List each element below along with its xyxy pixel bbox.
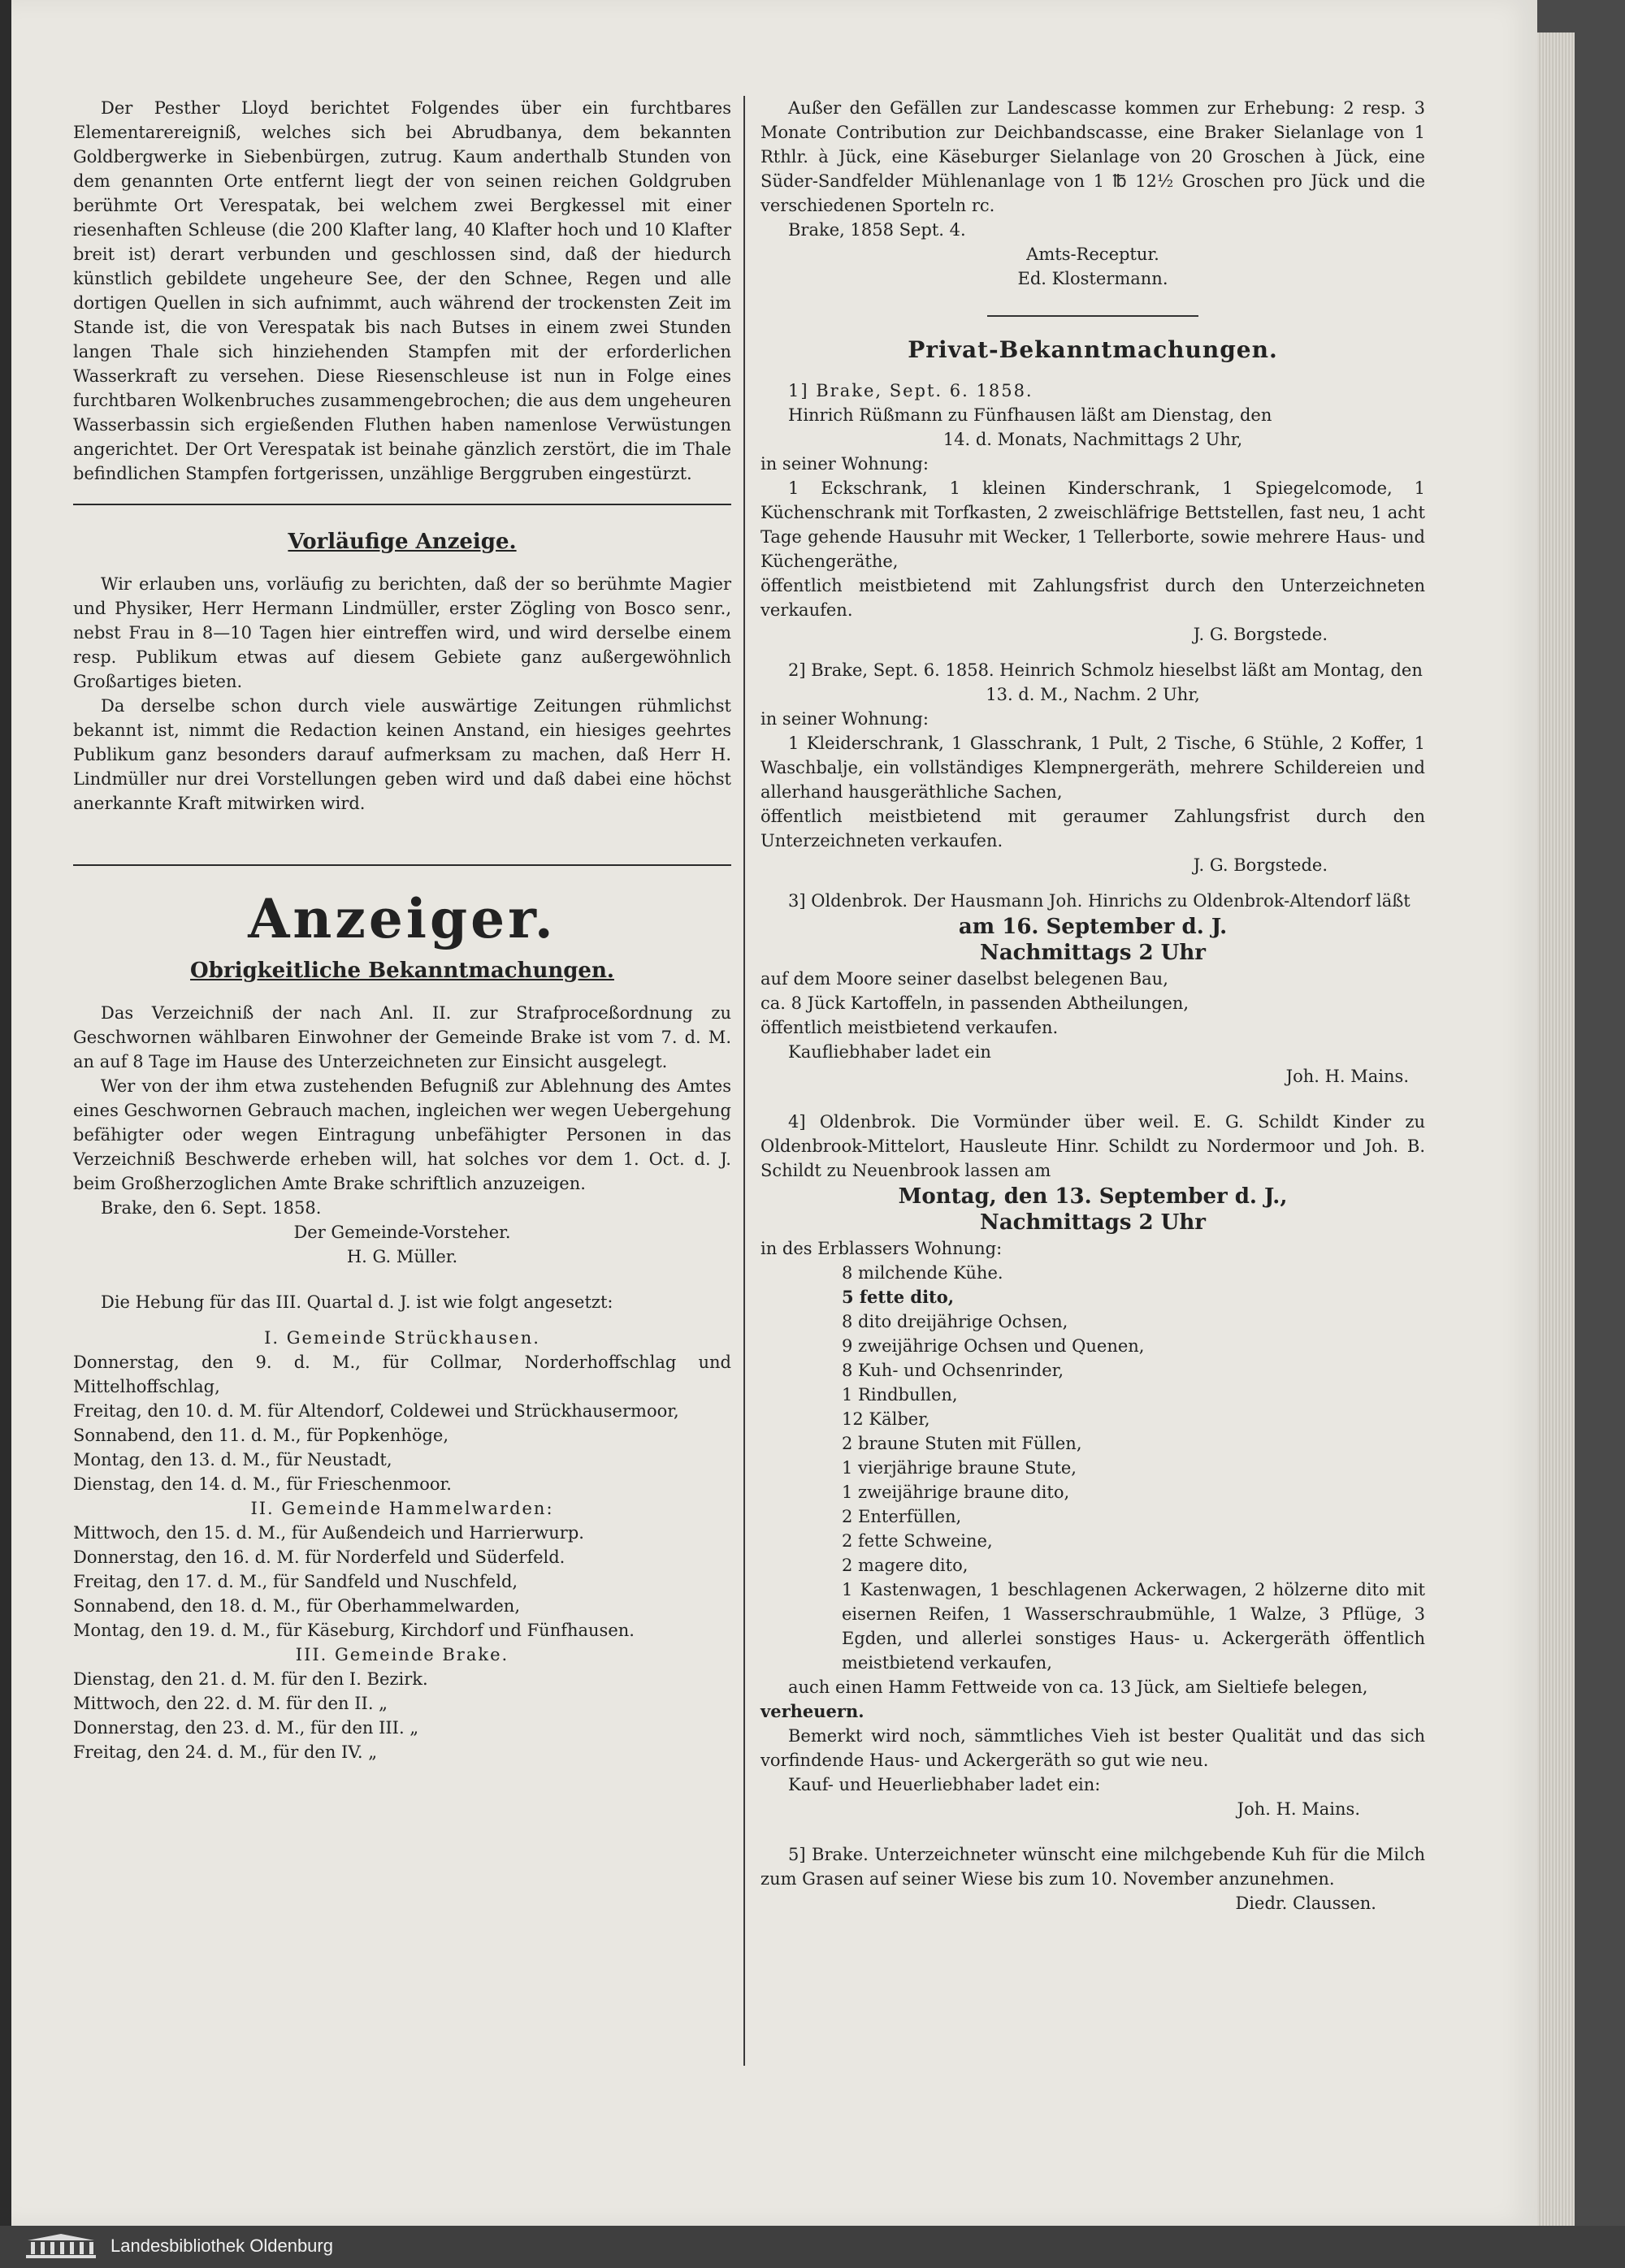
official-signature: H. G. Müller.	[346, 1247, 458, 1266]
ad-paragraph: 5] Brake. Unterzeichneter wünscht eine milchgebende Kuh für die Milch zum Grasen auf seiner Wiese bis zum 10. November anzunehmen.	[760, 1845, 1425, 1889]
list-item: 2 magere dito,	[842, 1556, 968, 1575]
ad-line: Kaufliebhaber ladet ein	[788, 1042, 991, 1062]
official-heading: Obrigkeitliche Bekanntmachungen.	[190, 959, 614, 983]
schedule-line: Donnerstag, den 23. d. M., für den III. „	[73, 1718, 419, 1738]
prelim-paragraph: Wir erlauben uns, vorläufig zu berichten, daß der so berühmte Magier und Physiker, Herr Hermann Lindmüller, erster Zögling von Bosco senr., nebst Frau in 8—10 Tagen hier eintreffen wird, und wird derselbe einem resp. Publikum etwas auf diesem Gebiete ganz außergewöhnlich Großartiges bieten.	[73, 574, 731, 691]
ad-body: öffentlich meistbietend mit geraumer Zahlungsfrist durch den Unterzeichneten verkaufen.	[760, 807, 1425, 850]
ad-line: Kauf- und Heuerliebhaber ladet ein:	[788, 1775, 1101, 1794]
levy-date: Brake, 1858 Sept. 4.	[788, 220, 966, 240]
divider	[73, 504, 731, 505]
ad-paragraph: 3] Oldenbrok. Der Hausmann Joh. Hinrichs zu Oldenbrok-Altendorf läßt	[788, 891, 1410, 911]
schedule-line: Donnerstag, den 16. d. M. für Norderfeld und Süderfeld.	[73, 1547, 566, 1567]
list-item: 5 fette dito,	[842, 1287, 955, 1307]
schedule-line: Montag, den 19. d. M., für Käseburg, Kirchdorf und Fünfhausen.	[73, 1621, 635, 1640]
schedule-line: Sonnabend, den 11. d. M., für Popkenhöge,	[73, 1426, 449, 1445]
ad-signature: Joh. H. Mains.	[1237, 1799, 1360, 1819]
schedule-line: Dienstag, den 14. d. M., für Frieschenmoor.	[73, 1474, 452, 1494]
list-item: 12 Kälber,	[842, 1409, 930, 1429]
schedule-line: Freitag, den 24. d. M., für den IV. „	[73, 1742, 378, 1762]
ad-line: auch einen Hamm Fettweide von ca. 13 Jück, am Sieltiefe belegen,	[788, 1677, 1368, 1697]
library-name: Landesbibliothek Oldenburg	[110, 2236, 333, 2256]
list-item: 2 Enterfüllen,	[842, 1507, 962, 1526]
ad-signature: Diedr. Claussen.	[1235, 1894, 1376, 1913]
ad-line: Hinrich Rüßmann zu Fünfhausen läßt am Dienstag, den	[788, 405, 1272, 425]
ad-signature: J. G. Borgstede.	[1193, 625, 1328, 644]
ad-paragraph: 4] Oldenbrok. Die Vormünder über weil. E. G. Schildt Kinder zu Oldenbrook-Mittelort, Hausleute Hinr. Schildt zu Nordermoor und Joh. B. Schildt zu Neuenbrook lassen am	[760, 1112, 1425, 1180]
list-item: 1 vierjährige braune Stute,	[842, 1458, 1077, 1478]
book-gutter	[0, 0, 11, 2226]
ad-line: in seiner Wohnung:	[760, 709, 929, 729]
ad-line: verheuern.	[760, 1701, 864, 1721]
ad-time-heading: Nachmittags 2 Uhr	[980, 941, 1206, 965]
schedule-line: Sonnabend, den 18. d. M., für Oberhammelwarden,	[73, 1596, 521, 1616]
levy-signature: Amts-Receptur.	[1026, 245, 1159, 264]
prelim-paragraph: Da derselbe schon durch viele auswärtige Zeitungen rühmlichst bekannt ist, nimmt die Redaction keinen Anstand, ein hiesiges geehrtes Publikum ganz besonders darauf aufmerksam zu machen, daß Herr H. Lindmüller nur drei Vorstellungen geben wird und daß dabei eine höchst anerkannte Kraft mitwirken wird.	[73, 696, 731, 813]
ad-line: auf dem Moore seiner daselbst belegenen Bau,	[760, 969, 1168, 989]
ad-body: 1 Kleiderschrank, 1 Glasschrank, 1 Pult, 2 Tische, 6 Stühle, 2 Koffer, 1 Waschbalje, ein vollständiges Klempnergeräth, mehrere Schildereien und allerhand hausgeräthliche Sachen,	[760, 734, 1425, 802]
levy-signature: Ed. Klostermann.	[1017, 269, 1168, 288]
ad-body: 1 Eckschrank, 1 kleinen Kinderschrank, 1 Spiegelcomode, 1 Küchenschrank mit Torfkasten, 2 zweischläfrige Bettstellen, fast neu, 1 acht Tage gehende Hausuhr mit Wecker, 1 Tellerborte, sowie mehrere Haus- und Küchengeräthe,	[760, 478, 1425, 571]
list-item: 1 zweijährige braune dito,	[842, 1482, 1070, 1502]
list-item: 2 braune Stuten mit Füllen,	[842, 1434, 1082, 1453]
ad-signature: Joh. H. Mains.	[1285, 1067, 1409, 1086]
prelim-heading: Vorläufige Anzeige.	[288, 530, 517, 554]
schedule-line: Mittwoch, den 22. d. M. für den II. „	[73, 1694, 388, 1713]
footer-bar	[0, 2226, 1625, 2268]
library-logo-icon	[24, 2232, 98, 2260]
ad-date-heading: am 16. September d. J.	[958, 915, 1228, 939]
list-item: 2 fette Schweine,	[842, 1531, 993, 1551]
ad-paragraph: 2] Brake, Sept. 6. 1858. Heinrich Schmolz hieselbst läßt am Montag, den	[788, 660, 1423, 680]
list-item: 1 Rindbullen,	[842, 1385, 958, 1405]
ad-line: 14. d. Monats, Nachmittags 2 Uhr,	[942, 430, 1243, 449]
column-rule	[743, 96, 745, 2066]
list-item: 9 zweijährige Ochsen und Quenen,	[842, 1336, 1145, 1356]
ad-body: öffentlich meistbietend mit Zahlungsfrist durch den Unterzeichneten verkaufen.	[760, 576, 1425, 620]
section-heading: I. Gemeinde Strückhausen.	[264, 1328, 540, 1348]
official-signature: Der Gemeinde-Vorsteher.	[293, 1223, 511, 1242]
ad-signature: J. G. Borgstede.	[1193, 855, 1328, 875]
schedule-line: Freitag, den 17. d. M., für Sandfeld und Nuschfeld,	[73, 1572, 518, 1591]
page-edge-stack	[1537, 32, 1575, 2226]
livestock-list	[760, 1261, 1425, 1578]
hebung-intro: Die Hebung für das III. Quartal d. J. ist wie folgt angesetzt:	[101, 1292, 613, 1312]
divider	[73, 864, 731, 866]
official-paragraph: Das Verzeichniß der nach Anl. II. zur Strafproceßordnung zu Geschwornen wählbaren Einwohner der Gemeinde Brake ist vom 7. d. M. an auf 8 Tage im Hause des Unterzeichneten zur Einsicht ausgelegt.	[73, 1003, 731, 1071]
ad-paragraph: Bemerkt wird noch, sämmtliches Vieh ist bester Qualität und das sich vorfindende Haus- und Ackergeräth so gut wie neu.	[760, 1726, 1425, 1770]
right-column	[760, 96, 1425, 1915]
ad-heading: 1] Brake, Sept. 6. 1858.	[788, 381, 1034, 400]
section-heading: II. Gemeinde Hammelwarden:	[250, 1499, 554, 1518]
list-item: 8 Kuh- und Ochsenrinder,	[842, 1361, 1064, 1380]
official-paragraph: Wer von der ihm etwa zustehenden Befugniß zur Ablehnung des Amtes eines Geschwornen Gebrauch machen, ingleichen wer wegen Uebergehung befähigter oder wegen Eintragung unbefähigter Personen in das Verzeichniß Beschwerde erheben will, hat solches vor dem 1. Oct. d. J. beim Großherzoglichen Amte Brake schriftlich anzuzeigen.	[73, 1076, 731, 1193]
ad-date-heading: Montag, den 13. September d. J.,	[898, 1184, 1288, 1209]
schedule-line: Mittwoch, den 15. d. M., für Außendeich und Harrierwurp.	[73, 1523, 584, 1543]
ad-line: in des Erblassers Wohnung:	[760, 1239, 1003, 1258]
article-text: Der Pesther Lloyd berichtet Folgendes über ein furchtbares Elementarereigniß, welches sich bei Abrudbanya, dem bekannten Goldbergwerke in Siebenbürgen, zutrug. Kaum anderthalb Stunden von dem genannten Orte entfernt liegt der von seinen reichen Goldgruben berühmte Ort Verespatak, bei welchem zwei Bergkessel mit einer riesenhaften Schleuse (die 200 Klafter lang, 40 Klafter hoch und 10 Klafter breit ist) derart verbunden und geschlossen sind, daß der hiedurch künstlich gebildete ungeheure See, der den Schnee, Regen und alle dortigen Quellen in sich aufnimmt, auch während der trockensten Zeit im Stande ist, die von Verespatak bis nach Butses in einem zwei Stunden langen Thale sich hinziehenden Stampfen mit der erforderlichen Wasserkraft zu versehen. Diese Riesenschleuse ist nun in Folge eines furchtbaren Wolkenbruches zusammengebrochen; die aus dem ungeheuren Wasserbassin sich ergießenden Fluthen haben namenlose Verwüstungen angerichtet. Der Ort Verespatak ist beinahe gänzlich zerstört, die im Thale befindlichen Stampfen fortgerissen, unzählige Berggruben eingestürzt.	[73, 98, 731, 483]
ad-line: 13. d. M., Nachm. 2 Uhr,	[986, 685, 1200, 704]
divider	[987, 315, 1198, 317]
schedule-line: Donnerstag, den 9. d. M., für Collmar, Norderhoffschlag und Mittelhoffschlag,	[73, 1353, 731, 1396]
list-item: 8 dito dreijährige Ochsen,	[842, 1312, 1068, 1331]
ad-line: öffentlich meistbietend verkaufen.	[760, 1018, 1059, 1037]
anzeiger-heading: Anzeiger.	[248, 887, 557, 950]
schedule-line: Montag, den 13. d. M., für Neustadt,	[73, 1450, 392, 1469]
private-heading: Privat-Bekanntmachungen.	[908, 336, 1278, 363]
levy-paragraph: Außer den Gefällen zur Landescasse kommen zur Erhebung: 2 resp. 3 Monate Contribution zur Deichbandscasse, eine Braker Sielanlage von 1 Rthlr. à Jück, eine Käseburger Sielanlage von 20 Groschen à Jück, eine Süder-Sandfelder Mühlenanlage von 1 ℔ 12½ Groschen pro Jück und die verschiedenen Sporteln rc.	[760, 98, 1425, 215]
schedule-line: Freitag, den 10. d. M. für Altendorf, Coldewei und Strückhausermoor,	[73, 1401, 679, 1421]
official-date: Brake, den 6. Sept. 1858.	[101, 1198, 322, 1218]
schedule-line: Dienstag, den 21. d. M. für den I. Bezirk.	[73, 1669, 428, 1689]
section-heading: III. Gemeinde Brake.	[295, 1645, 509, 1664]
left-column	[73, 96, 731, 1764]
list-item: 8 milchende Kühe.	[842, 1263, 1003, 1283]
ad-body: 1 Kastenwagen, 1 beschlagenen Ackerwagen, 2 hölzerne dito mit eisernen Reifen, 1 Wasserschraubmühle, 1 Walze, 3 Pflüge, 3 Egden, und allerlei sonstiges Haus- u. Ackergeräth öffentlich meistbietend verkaufen,	[842, 1580, 1425, 1673]
ad-line: ca. 8 Jück Kartoffeln, in passenden Abtheilungen,	[760, 993, 1190, 1013]
ad-time-heading: Nachmittags 2 Uhr	[980, 1210, 1206, 1235]
ad-line: in seiner Wohnung:	[760, 454, 929, 474]
